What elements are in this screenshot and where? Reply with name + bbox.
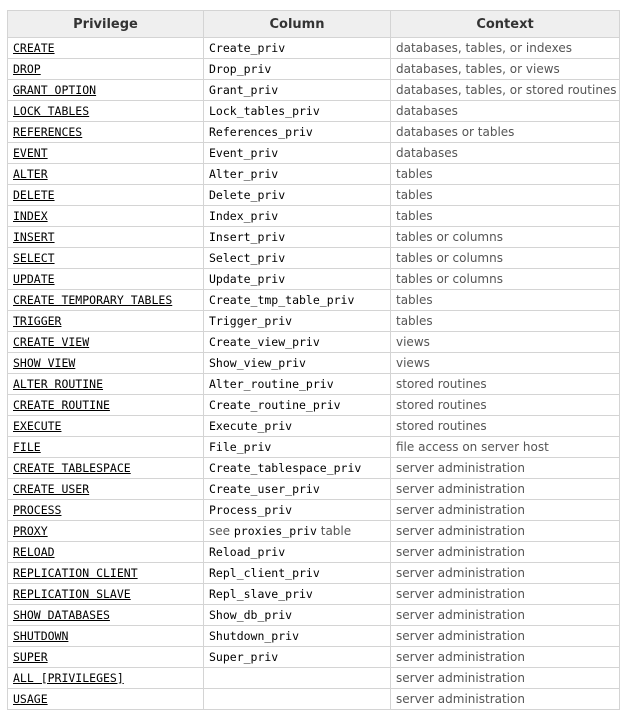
column-cell bbox=[204, 248, 391, 269]
context-cell: tables or columns bbox=[391, 248, 620, 269]
privilege-cell bbox=[8, 101, 204, 122]
column-name: Create_tablespace_priv bbox=[209, 461, 362, 475]
privilege-cell bbox=[8, 122, 204, 143]
privilege-link[interactable]: USAGE bbox=[13, 692, 48, 706]
table-row bbox=[8, 416, 620, 437]
table-row bbox=[8, 38, 620, 59]
context-cell: server administration bbox=[391, 458, 620, 479]
context-cell: server administration bbox=[391, 668, 620, 689]
privilege-link[interactable]: SHOW DATABASES bbox=[13, 608, 110, 622]
column-cell bbox=[204, 227, 391, 248]
column-name: Select_priv bbox=[209, 251, 286, 265]
context-cell: tables bbox=[391, 185, 620, 206]
column-cell bbox=[204, 500, 391, 521]
privilege-cell bbox=[8, 227, 204, 248]
context-cell: server administration bbox=[391, 689, 620, 710]
column-name: Repl_client_priv bbox=[209, 566, 320, 580]
privilege-link[interactable]: ALTER bbox=[13, 167, 48, 181]
context-cell: tables or columns bbox=[391, 227, 620, 248]
column-name: Create_routine_priv bbox=[209, 398, 341, 412]
privilege-link[interactable]: REPLICATION SLAVE bbox=[13, 587, 131, 601]
column-cell bbox=[204, 584, 391, 605]
table-row bbox=[8, 437, 620, 458]
column-name: Show_db_priv bbox=[209, 608, 293, 622]
table-row bbox=[8, 584, 620, 605]
table-row bbox=[8, 374, 620, 395]
column-cell bbox=[204, 206, 391, 227]
privilege-link[interactable]: CREATE USER bbox=[13, 482, 90, 496]
column-prefix-text: see bbox=[209, 524, 234, 538]
column-cell bbox=[204, 101, 391, 122]
privilege-link[interactable]: LOCK TABLES bbox=[13, 104, 90, 118]
column-suffix-text: table bbox=[316, 524, 352, 538]
context-cell: stored routines bbox=[391, 395, 620, 416]
privilege-cell bbox=[8, 542, 204, 563]
column-name: Drop_priv bbox=[209, 62, 272, 76]
privilege-cell bbox=[8, 164, 204, 185]
column-cell bbox=[204, 437, 391, 458]
privilege-link[interactable]: PROXY bbox=[13, 524, 48, 538]
privilege-link[interactable]: PROCESS bbox=[13, 503, 62, 517]
column-name: Grant_priv bbox=[209, 83, 279, 97]
column-cell bbox=[204, 332, 391, 353]
privilege-cell bbox=[8, 143, 204, 164]
table-row bbox=[8, 500, 620, 521]
privilege-cell bbox=[8, 353, 204, 374]
column-name: Create_tmp_table_priv bbox=[209, 293, 355, 307]
privilege-link[interactable]: REPLICATION CLIENT bbox=[13, 566, 138, 580]
column-name: Reload_priv bbox=[209, 545, 286, 559]
column-name: References_priv bbox=[209, 125, 313, 139]
column-cell bbox=[204, 395, 391, 416]
table-row bbox=[8, 143, 620, 164]
table-row bbox=[8, 80, 620, 101]
column-name: Index_priv bbox=[209, 209, 279, 223]
table-row bbox=[8, 227, 620, 248]
column-name: Delete_priv bbox=[209, 188, 286, 202]
privilege-link[interactable]: CREATE VIEW bbox=[13, 335, 90, 349]
privilege-link[interactable]: EVENT bbox=[13, 146, 48, 160]
context-cell: tables bbox=[391, 290, 620, 311]
privilege-cell bbox=[8, 521, 204, 542]
header-column: Column bbox=[204, 11, 391, 38]
column-cell bbox=[204, 668, 391, 689]
privilege-cell bbox=[8, 416, 204, 437]
table-row bbox=[8, 395, 620, 416]
table-row bbox=[8, 605, 620, 626]
column-name: Create_view_priv bbox=[209, 335, 320, 349]
column-cell bbox=[204, 38, 391, 59]
column-cell bbox=[204, 59, 391, 80]
table-row bbox=[8, 122, 620, 143]
column-cell bbox=[204, 479, 391, 500]
context-cell: tables bbox=[391, 164, 620, 185]
column-cell bbox=[204, 311, 391, 332]
privilege-cell bbox=[8, 689, 204, 710]
privilege-link[interactable]: SUPER bbox=[13, 650, 48, 664]
column-cell bbox=[204, 689, 391, 710]
column-name: Repl_slave_priv bbox=[209, 587, 313, 601]
privilege-cell bbox=[8, 563, 204, 584]
context-cell: databases, tables, or indexes bbox=[391, 38, 620, 59]
table-row bbox=[8, 269, 620, 290]
table-row bbox=[8, 59, 620, 80]
table-row bbox=[8, 164, 620, 185]
table-row bbox=[8, 668, 620, 689]
context-cell: server administration bbox=[391, 521, 620, 542]
privilege-link[interactable]: REFERENCES bbox=[13, 125, 83, 139]
column-name: Alter_routine_priv bbox=[209, 377, 334, 391]
context-cell: databases, tables, or views bbox=[391, 59, 620, 80]
table-row bbox=[8, 479, 620, 500]
column-name: Super_priv bbox=[209, 650, 279, 664]
column-cell bbox=[204, 647, 391, 668]
privilege-cell bbox=[8, 206, 204, 227]
column-cell bbox=[204, 605, 391, 626]
privilege-cell bbox=[8, 479, 204, 500]
context-cell: databases bbox=[391, 101, 620, 122]
column-name: Show_view_priv bbox=[209, 356, 306, 370]
privilege-cell bbox=[8, 500, 204, 521]
column-cell bbox=[204, 290, 391, 311]
privilege-cell bbox=[8, 185, 204, 206]
table-row bbox=[8, 626, 620, 647]
column-cell bbox=[204, 521, 391, 542]
context-cell: tables bbox=[391, 311, 620, 332]
context-cell: server administration bbox=[391, 500, 620, 521]
header-context: Context bbox=[391, 11, 620, 38]
context-cell: server administration bbox=[391, 605, 620, 626]
privilege-cell bbox=[8, 311, 204, 332]
privilege-link[interactable]: ALTER ROUTINE bbox=[13, 377, 104, 391]
header-privilege: Privilege bbox=[8, 11, 204, 38]
column-name: Alter_priv bbox=[209, 167, 279, 181]
table-row bbox=[8, 458, 620, 479]
context-cell: views bbox=[391, 353, 620, 374]
privilege-link[interactable]: SELECT bbox=[13, 251, 55, 265]
context-cell: file access on server host bbox=[391, 437, 620, 458]
table-row bbox=[8, 563, 620, 584]
privilege-link[interactable]: INDEX bbox=[13, 209, 48, 223]
context-cell: stored routines bbox=[391, 374, 620, 395]
privilege-link[interactable]: INSERT bbox=[13, 230, 55, 244]
privilege-link[interactable]: TRIGGER bbox=[13, 314, 62, 328]
table-row bbox=[8, 542, 620, 563]
column-cell bbox=[204, 563, 391, 584]
privilege-cell bbox=[8, 332, 204, 353]
context-cell: databases bbox=[391, 143, 620, 164]
column-cell bbox=[204, 269, 391, 290]
privilege-cell bbox=[8, 374, 204, 395]
table-row bbox=[8, 248, 620, 269]
privileges-table bbox=[7, 10, 620, 710]
context-cell: server administration bbox=[391, 479, 620, 500]
privilege-link[interactable]: CREATE ROUTINE bbox=[13, 398, 110, 412]
context-cell: databases or tables bbox=[391, 122, 620, 143]
column-cell bbox=[204, 626, 391, 647]
privilege-link[interactable]: EXECUTE bbox=[13, 419, 62, 433]
privilege-cell bbox=[8, 395, 204, 416]
privilege-link[interactable]: CREATE bbox=[13, 41, 55, 55]
table-row bbox=[8, 101, 620, 122]
column-cell bbox=[204, 122, 391, 143]
context-cell: server administration bbox=[391, 626, 620, 647]
privilege-link[interactable]: DELETE bbox=[13, 188, 55, 202]
privilege-cell bbox=[8, 626, 204, 647]
privilege-cell bbox=[8, 584, 204, 605]
column-cell bbox=[204, 353, 391, 374]
table-row bbox=[8, 185, 620, 206]
privilege-cell bbox=[8, 647, 204, 668]
column-name: Lock_tables_priv bbox=[209, 104, 320, 118]
column-name: Create_priv bbox=[209, 41, 286, 55]
column-name: Create_user_priv bbox=[209, 482, 320, 496]
privilege-cell bbox=[8, 269, 204, 290]
privilege-cell bbox=[8, 80, 204, 101]
column-name: proxies_priv bbox=[233, 524, 317, 538]
privilege-cell bbox=[8, 458, 204, 479]
table-row bbox=[8, 521, 620, 542]
privilege-cell bbox=[8, 668, 204, 689]
column-cell bbox=[204, 80, 391, 101]
privilege-link[interactable]: SHOW VIEW bbox=[13, 356, 76, 370]
table-row bbox=[8, 332, 620, 353]
privilege-cell bbox=[8, 248, 204, 269]
privilege-link[interactable]: RELOAD bbox=[13, 545, 55, 559]
context-cell: server administration bbox=[391, 584, 620, 605]
column-name: File_priv bbox=[209, 440, 272, 454]
table-row bbox=[8, 647, 620, 668]
column-name: Process_priv bbox=[209, 503, 293, 517]
privilege-cell bbox=[8, 290, 204, 311]
context-cell: databases, tables, or stored routines bbox=[391, 80, 620, 101]
column-cell bbox=[204, 185, 391, 206]
privilege-cell bbox=[8, 38, 204, 59]
privilege-link[interactable]: CREATE TABLESPACE bbox=[13, 461, 131, 475]
column-name: Execute_priv bbox=[209, 419, 293, 433]
table-row bbox=[8, 290, 620, 311]
privilege-link[interactable]: DROP bbox=[13, 62, 41, 76]
context-cell: views bbox=[391, 332, 620, 353]
privilege-cell bbox=[8, 59, 204, 80]
column-name: Trigger_priv bbox=[209, 314, 293, 328]
column-cell bbox=[204, 374, 391, 395]
context-cell: server administration bbox=[391, 647, 620, 668]
context-cell: server administration bbox=[391, 563, 620, 584]
privilege-link[interactable]: GRANT OPTION bbox=[13, 83, 97, 97]
context-cell: tables or columns bbox=[391, 269, 620, 290]
table-row bbox=[8, 689, 620, 710]
column-cell bbox=[204, 164, 391, 185]
table-row bbox=[8, 353, 620, 374]
privilege-cell bbox=[8, 437, 204, 458]
column-cell bbox=[204, 458, 391, 479]
column-name: Event_priv bbox=[209, 146, 279, 160]
column-name: Shutdown_priv bbox=[209, 629, 300, 643]
column-cell bbox=[204, 143, 391, 164]
column-cell bbox=[204, 542, 391, 563]
column-name: Insert_priv bbox=[209, 230, 286, 244]
context-cell: stored routines bbox=[391, 416, 620, 437]
column-name: Update_priv bbox=[209, 272, 286, 286]
privilege-link[interactable]: UPDATE bbox=[13, 272, 55, 286]
table-row bbox=[8, 206, 620, 227]
column-cell bbox=[204, 416, 391, 437]
header-row bbox=[8, 11, 620, 38]
privilege-link[interactable]: FILE bbox=[13, 440, 41, 454]
context-cell: server administration bbox=[391, 542, 620, 563]
context-cell: tables bbox=[391, 206, 620, 227]
privilege-link[interactable]: ALL [PRIVILEGES] bbox=[13, 671, 124, 685]
privilege-cell bbox=[8, 605, 204, 626]
privilege-link[interactable]: SHUTDOWN bbox=[13, 629, 69, 643]
table-row bbox=[8, 311, 620, 332]
privilege-link[interactable]: CREATE TEMPORARY TABLES bbox=[13, 293, 173, 307]
